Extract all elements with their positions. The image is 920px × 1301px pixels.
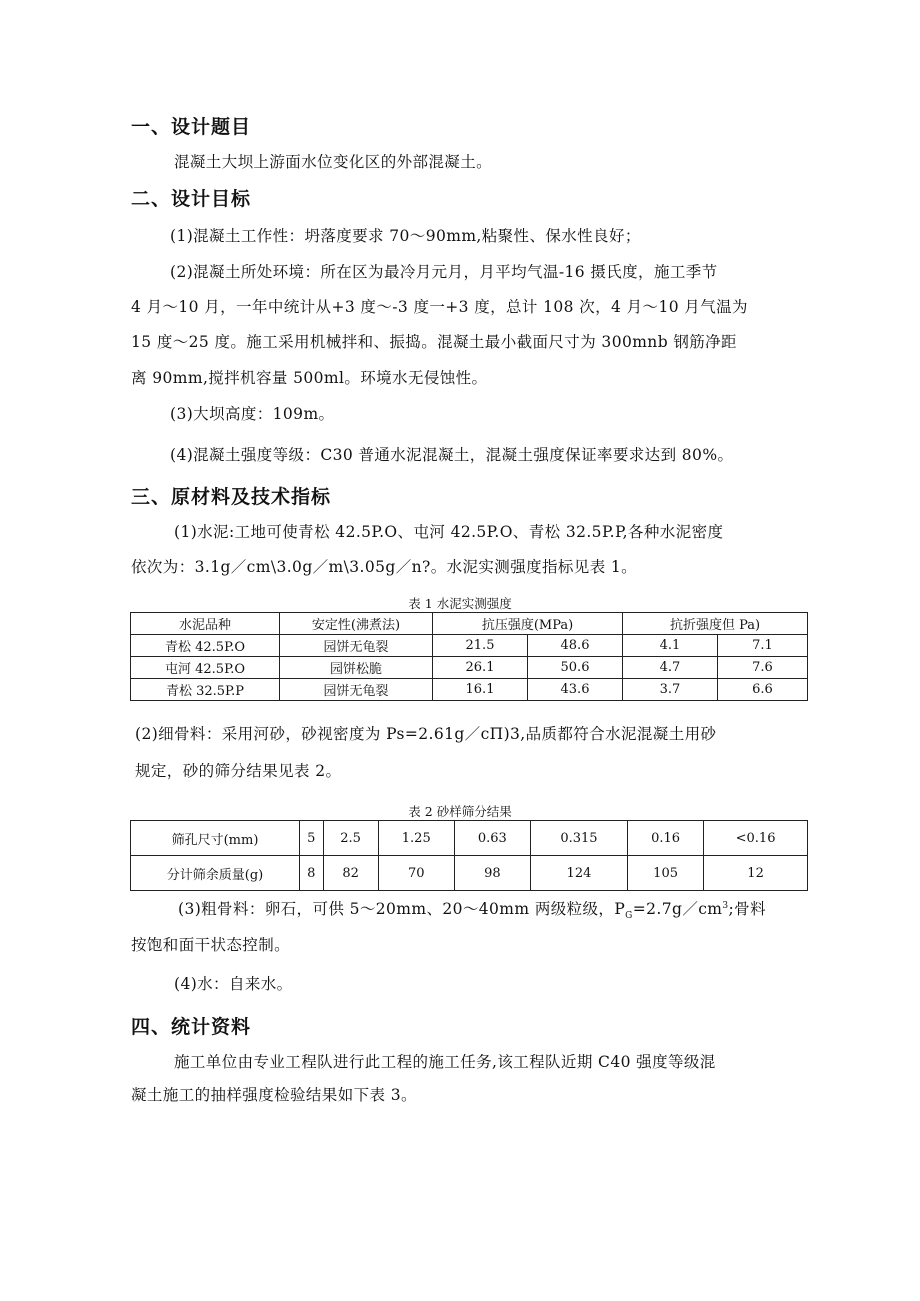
statistics-line-2: 凝土施工的抽样强度检验结果如下表 3。 [131, 1086, 417, 1104]
table-cell: 青松 42.5P.O [131, 635, 280, 657]
table-row [131, 856, 808, 891]
table-cell: 屯河 42.5P.O [131, 657, 280, 679]
coarse-aggregate-line-2: 按饱和面干状态控制。 [131, 936, 291, 954]
cement-line-2: 依次为：3.1g／cm\3.0g／m\3.05g／n?。水泥实测强度指标见表 1。 [131, 558, 638, 576]
statistics-line-1: 施工单位由专业工程队进行此工程的施工任务,该工程队近期 C40 强度等级混 [174, 1053, 716, 1071]
cement-line-1: (1)水泥:工地可使青松 42.5P.O、屯河 42.5P.O、青松 32.5P.P,各种水泥密度 [174, 523, 724, 541]
table-cell: 0.63 [454, 821, 530, 856]
table-header-row [131, 613, 808, 635]
table-cell: 3.7 [623, 679, 718, 701]
table-cell: 50.6 [528, 657, 623, 679]
table-cell: 园饼无龟裂 [280, 635, 433, 657]
table-cell: 7.1 [718, 635, 808, 657]
table-cell: 2.5 [323, 821, 378, 856]
table-row [131, 821, 808, 856]
table2-caption: 表 2 砂样筛分结果 [408, 804, 512, 819]
header-cell: 水泥品种 [131, 613, 280, 635]
table-cell: <0.16 [704, 821, 808, 856]
table-cell: 分计筛余质量(g) [131, 856, 300, 891]
table-cell: 园饼松脆 [280, 657, 433, 679]
table-cell: 1.25 [378, 821, 454, 856]
table-cell: 6.6 [718, 679, 808, 701]
goal-item-2-line-1: (2)混凝土所处环境：所在区为最冷月元月，月平均气温-16 摄氏度，施工季节 [170, 263, 718, 281]
table-cell: 8 [300, 856, 324, 891]
table-cell: 98 [454, 856, 530, 891]
table-cell: 43.6 [528, 679, 623, 701]
coarse-superscript: 3 [722, 900, 729, 911]
table1-caption: 表 1 水泥实测强度 [408, 596, 512, 611]
table-row [131, 635, 808, 657]
coarse-text-c: ;骨料 [728, 900, 766, 918]
goal-item-4: (4)混凝土强度等级：C30 普通水泥混凝土，混凝土强度保证率要求达到 80%。 [170, 446, 734, 464]
heading-statistics: 四、统计资料 [131, 1016, 252, 1038]
sand-sieve-table [130, 820, 808, 891]
table-cell: 105 [628, 856, 704, 891]
goal-item-1: (1)混凝土工作性：坍落度要求 70～90mm,粘聚性、保水性良好； [170, 227, 641, 245]
coarse-text-a: (3)粗骨料：卵石，可供 5～20mm、20～40mm 两级粒级，P [178, 900, 626, 918]
heading-design-topic: 一、设计题目 [131, 116, 252, 138]
table-cell: 4.7 [623, 657, 718, 679]
table-cell: 70 [378, 856, 454, 891]
table-cell: 21.5 [433, 635, 528, 657]
header-cell: 安定性(沸煮法) [280, 613, 433, 635]
table-cell: 7.6 [718, 657, 808, 679]
coarse-text-b: =2.7g／cm [632, 900, 723, 918]
table-cell: 0.16 [628, 821, 704, 856]
coarse-aggregate-line-1 [178, 897, 766, 921]
header-cell: 抗折强度但 Pa) [623, 613, 808, 635]
fine-aggregate-line-1: (2)细骨料：采用河砂，砂视密度为 Ps=2.61g／cΠ)3,品质都符合水泥混凝土用砂 [135, 725, 717, 743]
table-cell: 124 [530, 856, 627, 891]
goal-item-2-line-4: 离 90mm,搅拌机容量 500ml。环境水无侵蚀性。 [131, 369, 488, 387]
table-cell: 5 [300, 821, 324, 856]
table-cell: 4.1 [623, 635, 718, 657]
cement-strength-table [130, 612, 808, 701]
water-item: (4)水：自来水。 [174, 975, 293, 993]
table-cell: 青松 32.5P.P [131, 679, 280, 701]
goal-item-2-line-3: 15 度～25 度。施工采用机械拌和、振捣。混凝土最小截面尺寸为 300mnb 钢筋净距 [131, 333, 737, 351]
coarse-subscript: G [625, 911, 633, 922]
table-row [131, 679, 808, 701]
table-cell: 26.1 [433, 657, 528, 679]
header-cell: 抗压强度(MPa) [433, 613, 623, 635]
fine-aggregate-line-2: 规定，砂的筛分结果见表 2。 [135, 762, 342, 780]
table-cell: 0.315 [530, 821, 627, 856]
table-cell: 82 [323, 856, 378, 891]
design-topic-text: 混凝土大坝上游面水位变化区的外部混凝土。 [174, 153, 493, 171]
table-cell: 筛孔尺寸(mm) [131, 821, 300, 856]
heading-materials: 三、原材料及技术指标 [131, 486, 332, 508]
table-cell: 16.1 [433, 679, 528, 701]
heading-design-goals: 二、设计目标 [131, 188, 252, 210]
table-cell: 12 [704, 856, 808, 891]
table-row [131, 657, 808, 679]
goal-item-2-line-2: 4 月～10 月，一年中统计从+3 度～-3 度一+3 度，总计 108 次，4 月～10 月气温为 [131, 298, 748, 316]
goal-item-3: (3)大坝高度：109m。 [170, 405, 335, 423]
table-cell: 48.6 [528, 635, 623, 657]
table-cell: 园饼无龟裂 [280, 679, 433, 701]
